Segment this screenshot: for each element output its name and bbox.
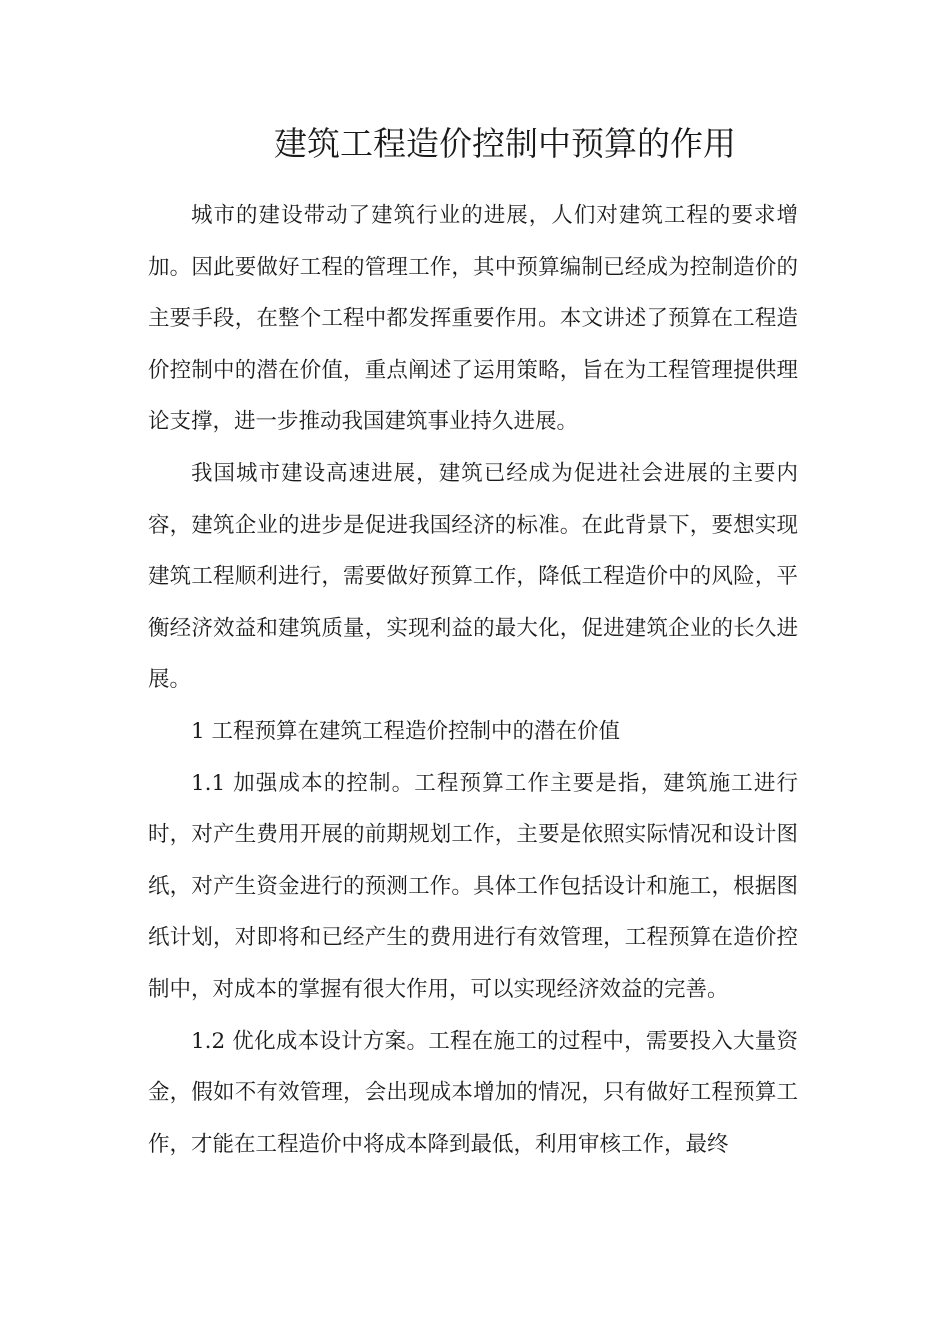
document-title: 建筑工程造价控制中预算的作用	[274, 124, 736, 163]
paragraph-background: 我国城市建设高速进展，建筑已经成为促进社会进展的主要内容，建筑企业的进步是促进我国经济的标准。在此背景下，要想实现建筑工程顺利进行，需要做好预算工作，降低工程造价中的风险，平衡经济效益和建筑质量，实现利益的最大化，促进建筑企业的长久进展。	[148, 460, 798, 693]
document-body	[148, 190, 798, 1170]
paragraph-intro: 城市的建设带动了建筑行业的进展，人们对建筑工程的要求增加。因此要做好工程的管理工作，其中预算编制已经成为控制造价的主要手段，在整个工程中都发挥重要作用。本文讲述了预算在工程造价控制中的潜在价值，重点阐述了运用策略，旨在为工程管理提供理论支撑，进一步推动我国建筑事业持久进展。	[148, 203, 798, 435]
paragraph-section-1-1: 1.1 加强成本的控制。工程预算工作主要是指，建筑施工进行时，对产生费用开展的前期规划工作，主要是依照实际情况和设计图纸，对产生资金进行的预测工作。具体工作包括设计和施工，根据图纸计划，对即将和已经产生的费用进行有效管理，工程预算在造价控制中，对成本的掌握有很大作用，可以实现经济效益的完善。	[148, 770, 798, 1002]
section-heading-1: 1 工程预算在建筑工程造价控制中的潜在价值	[191, 718, 621, 744]
paragraph-section-1-2: 1.2 优化成本设计方案。工程在施工的过程中，需要投入大量资金，假如不有效管理，会出现成本增加的情况，只有做好工程预算工作，才能在工程造价中将成本降到最低，利用审核工作，最终	[148, 1028, 798, 1157]
